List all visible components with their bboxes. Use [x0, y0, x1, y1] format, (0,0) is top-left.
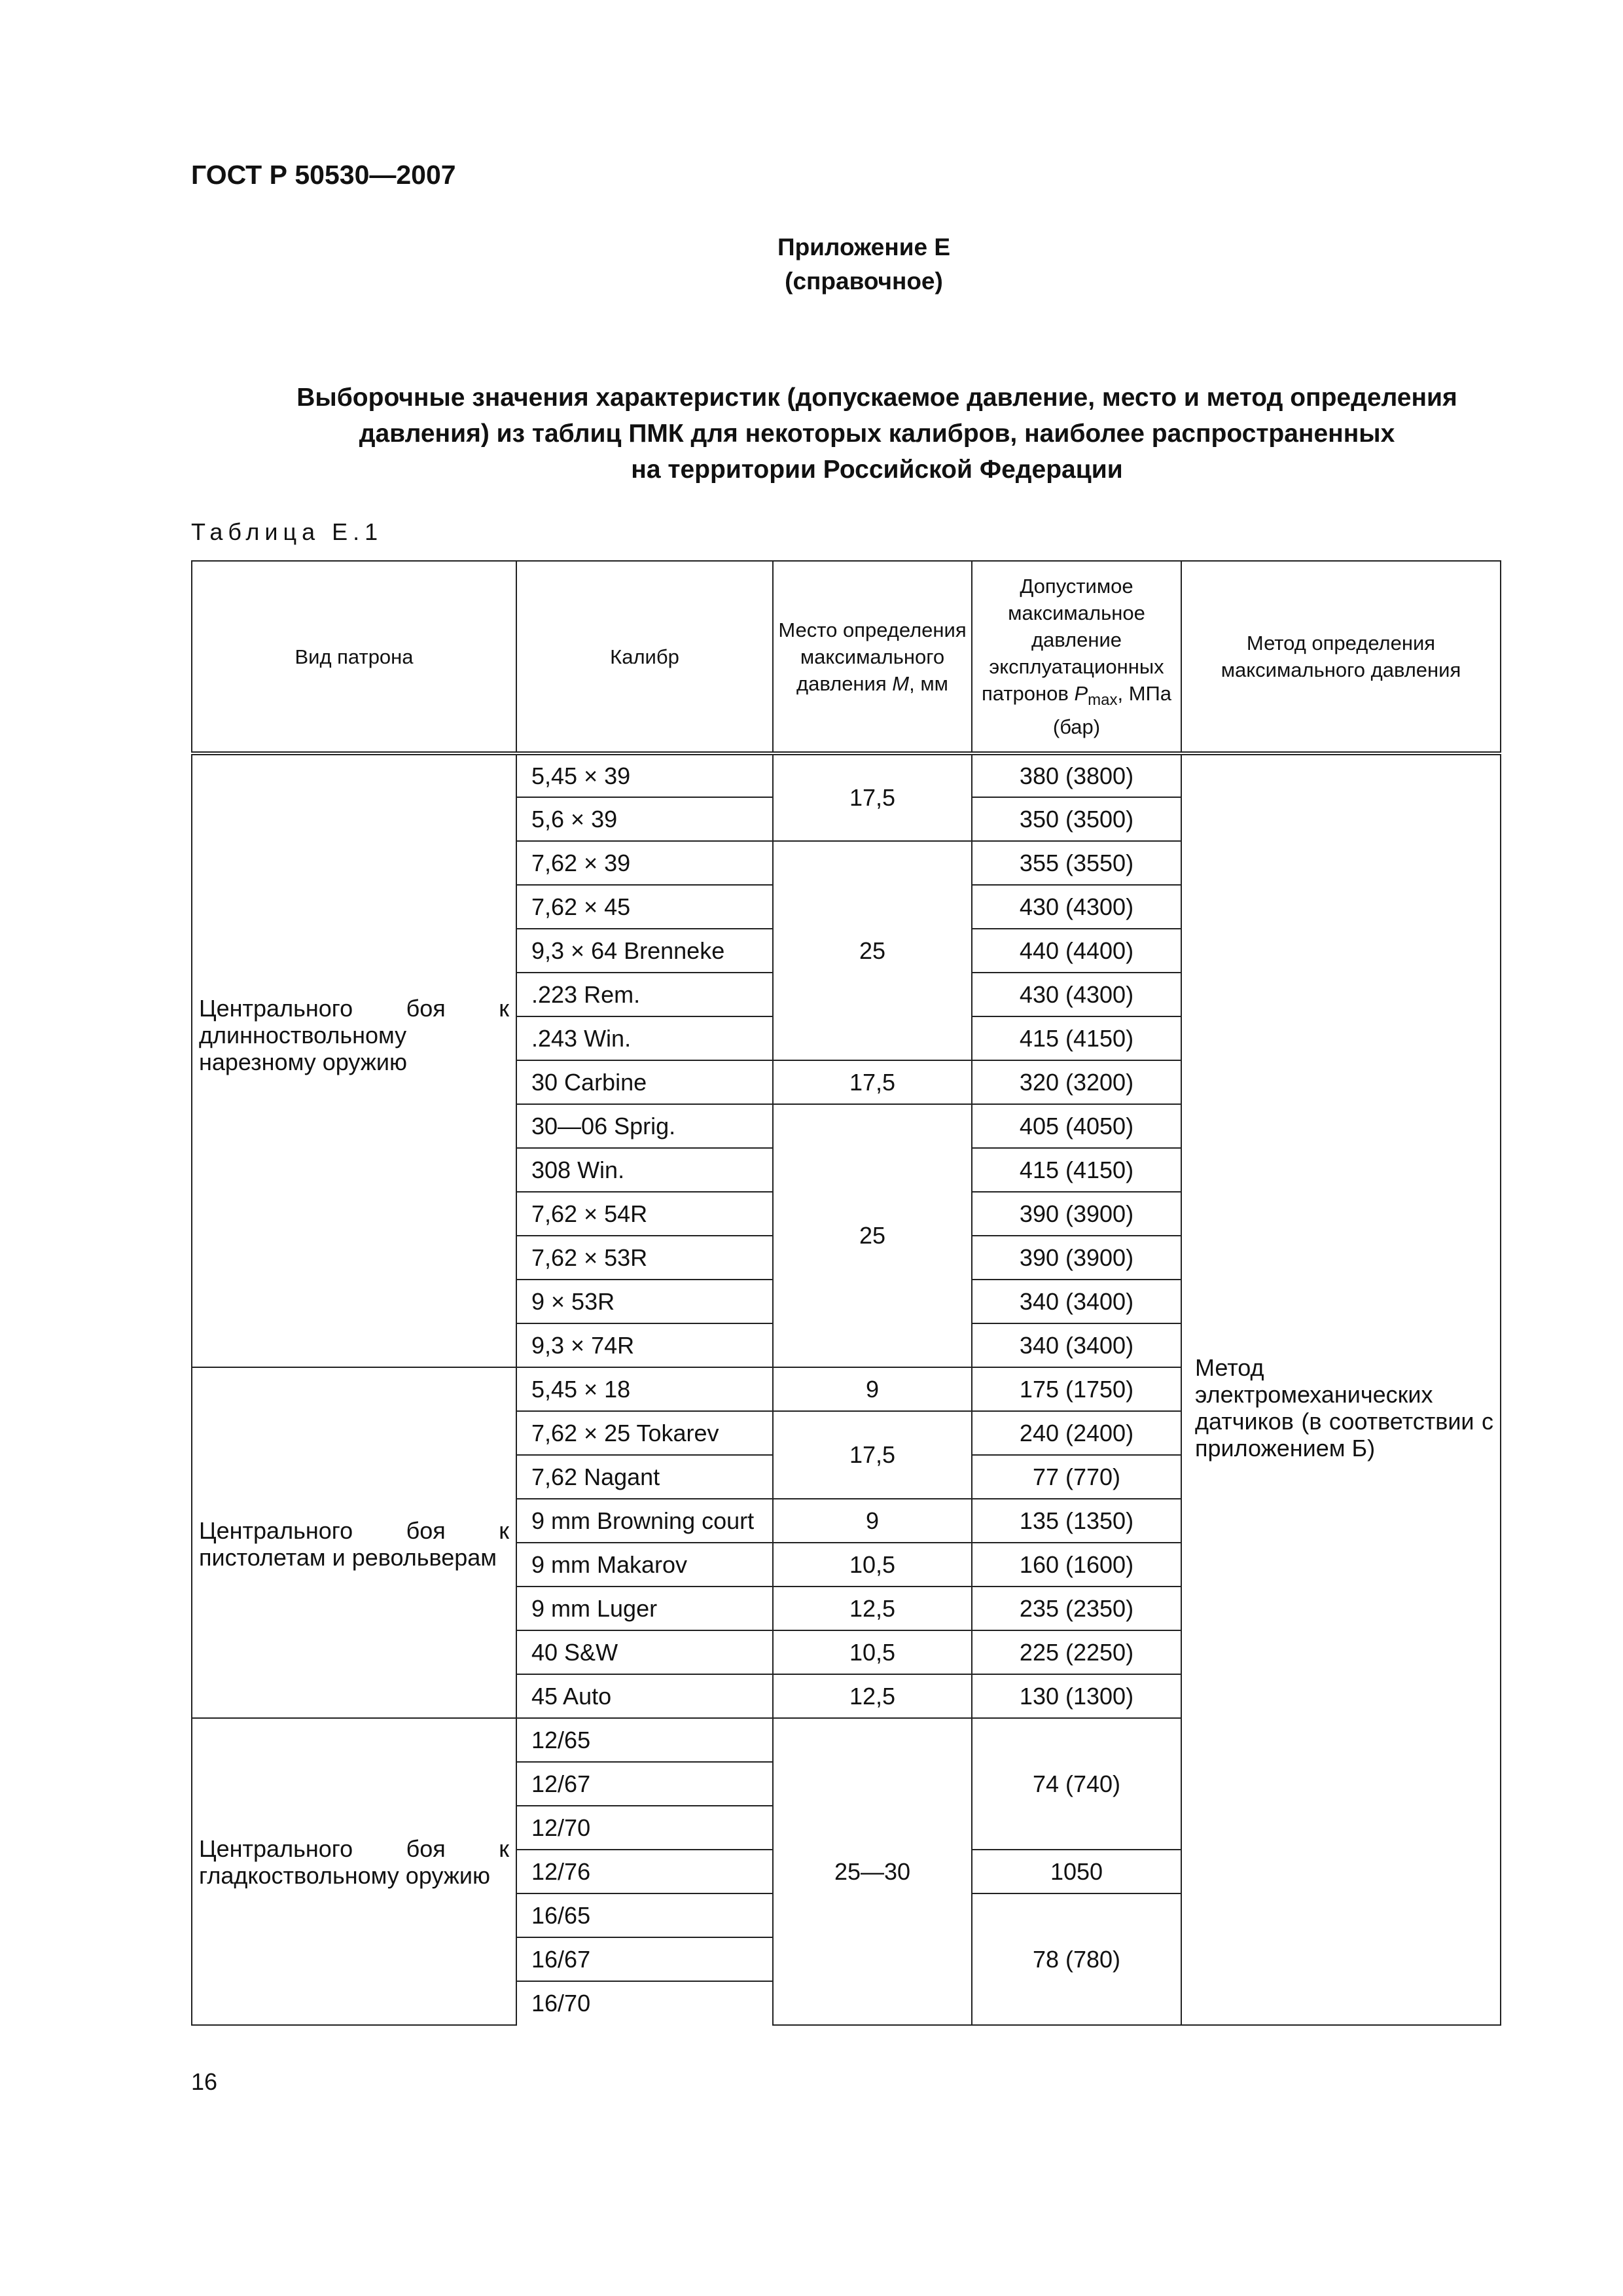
data-table-container — [191, 560, 1500, 2026]
table-row — [192, 753, 1501, 797]
title-line-2: давления) из таблиц ПМК для некоторых калибров, наиболее распространенных — [359, 420, 1395, 448]
cell-pressure: 240 (2400) — [972, 1411, 1181, 1455]
cell-caliber: 16/67 — [516, 1937, 773, 1981]
data-table — [191, 560, 1501, 2026]
table-header-row — [192, 561, 1501, 753]
appendix-label: Приложение Е — [777, 234, 951, 260]
cell-method — [1181, 753, 1501, 2025]
cell-caliber: 16/65 — [516, 1893, 773, 1937]
cell-caliber: 7,62 × 54R — [516, 1192, 773, 1236]
group-rifled — [192, 753, 516, 1367]
cell-pressure: 415 (4150) — [972, 1016, 1181, 1060]
cell-place: 10,5 — [773, 1543, 972, 1587]
cell-pressure: 430 (4300) — [972, 973, 1181, 1016]
cell-caliber: 16/70 — [516, 1981, 773, 2025]
cell-caliber: 12/67 — [516, 1762, 773, 1806]
cell-pressure: 440 (4400) — [972, 929, 1181, 973]
cell-caliber: 45 Auto — [516, 1674, 773, 1718]
cell-caliber: 7,62 × 39 — [516, 841, 773, 885]
cell-place: 9 — [773, 1499, 972, 1543]
cell-pressure: 225 (2250) — [972, 1630, 1181, 1674]
header-pressure-var: P — [1074, 681, 1088, 705]
table-caption: Таблица Е.1 — [191, 518, 383, 545]
cell-caliber: 7,62 × 53R — [516, 1236, 773, 1280]
cell-pressure: 135 (1350) — [972, 1499, 1181, 1543]
cell-caliber: 9,3 × 64 Brenneke — [516, 929, 773, 973]
document-id: ГОСТ Р 50530—2007 — [191, 160, 456, 190]
cell-pressure: 340 (3400) — [972, 1280, 1181, 1323]
cell-caliber: 7,62 Nagant — [516, 1455, 773, 1499]
cell-caliber: .223 Rem. — [516, 973, 773, 1016]
header-place: Место определения максимального давления M, мм — [773, 561, 972, 753]
title-line-3: на территории Российской Федерации — [631, 456, 1123, 484]
cell-place: 25 — [773, 841, 972, 1060]
cell-pressure: 160 (1600) — [972, 1543, 1181, 1587]
appendix-heading — [0, 230, 1623, 298]
group-label: Центрального боя к гладкоствольному оружию — [199, 1835, 509, 1889]
appendix-status: (справочное) — [785, 268, 943, 295]
cell-place: 17,5 — [773, 1060, 972, 1104]
cell-pressure: 77 (770) — [972, 1455, 1181, 1499]
title-line-1: Выборочные значения характеристик (допускаемое давление, место и метод определения — [296, 384, 1457, 412]
cell-caliber: 40 S&W — [516, 1630, 773, 1674]
method-text: Метод электромеханических датчиков (в соответствии с приложением Б) — [1195, 1354, 1493, 1462]
cell-pressure: 130 (1300) — [972, 1674, 1181, 1718]
cell-caliber: 9 mm Browning court — [516, 1499, 773, 1543]
cell-pressure: 415 (4150) — [972, 1148, 1181, 1192]
cell-pressure: 340 (3400) — [972, 1323, 1181, 1367]
cell-caliber: 9 mm Luger — [516, 1587, 773, 1630]
header-place-var: M — [892, 672, 910, 695]
cell-place: 9 — [773, 1367, 972, 1411]
header-method: Метод определения максимального давления — [1181, 561, 1501, 753]
cell-pressure: 390 (3900) — [972, 1192, 1181, 1236]
cell-caliber: 7,62 × 25 Tokarev — [516, 1411, 773, 1455]
cell-pressure: 430 (4300) — [972, 885, 1181, 929]
page-number: 16 — [191, 2068, 218, 2095]
cell-place: 25 — [773, 1104, 972, 1367]
header-type: Вид патрона — [192, 561, 516, 753]
cell-pressure: 355 (3550) — [972, 841, 1181, 885]
cell-caliber: 30—06 Sprig. — [516, 1104, 773, 1148]
cell-caliber: 5,45 × 18 — [516, 1367, 773, 1411]
cell-caliber: 30 Carbine — [516, 1060, 773, 1104]
cell-pressure: 74 (740) — [972, 1718, 1181, 1850]
cell-place: 17,5 — [773, 1411, 972, 1499]
cell-caliber: 308 Win. — [516, 1148, 773, 1192]
group-label: Центрального боя к длинноствольному нарезному оружию — [199, 995, 509, 1075]
cell-pressure: 380 (3800) — [972, 753, 1181, 797]
cell-place: 25—30 — [773, 1718, 972, 2025]
cell-caliber: 9 mm Makarov — [516, 1543, 773, 1587]
cell-caliber: 5,6 × 39 — [516, 797, 773, 841]
cell-pressure: 235 (2350) — [972, 1587, 1181, 1630]
cell-pressure: 78 (780) — [972, 1893, 1181, 2025]
cell-caliber: 9,3 × 74R — [516, 1323, 773, 1367]
cell-caliber: .243 Win. — [516, 1016, 773, 1060]
cell-pressure: 350 (3500) — [972, 797, 1181, 841]
cell-caliber: 12/76 — [516, 1850, 773, 1893]
cell-caliber: 9 × 53R — [516, 1280, 773, 1323]
cell-caliber: 5,45 × 39 — [516, 753, 773, 797]
group-smoothbore — [192, 1718, 516, 2025]
cell-caliber: 12/70 — [516, 1806, 773, 1850]
group-label: Центрального боя к пистолетам и револьверам — [199, 1517, 509, 1571]
cell-place: 12,5 — [773, 1674, 972, 1718]
cell-pressure: 405 (4050) — [972, 1104, 1181, 1148]
cell-place: 12,5 — [773, 1587, 972, 1630]
header-caliber: Калибр — [516, 561, 773, 753]
cell-place: 10,5 — [773, 1630, 972, 1674]
group-pistol — [192, 1367, 516, 1718]
cell-pressure: 390 (3900) — [972, 1236, 1181, 1280]
cell-caliber: 7,62 × 45 — [516, 885, 773, 929]
cell-place: 17,5 — [773, 753, 972, 841]
header-pressure: Допустимое максимальное давление эксплуатационных патронов $P_{max}$, МПа (бар) — [972, 561, 1181, 753]
cell-caliber: 12/65 — [516, 1718, 773, 1762]
cell-pressure: 1050 — [972, 1850, 1181, 1893]
cell-pressure: 320 (3200) — [972, 1060, 1181, 1104]
cell-pressure: 175 (1750) — [972, 1367, 1181, 1411]
page-title — [157, 380, 1597, 488]
